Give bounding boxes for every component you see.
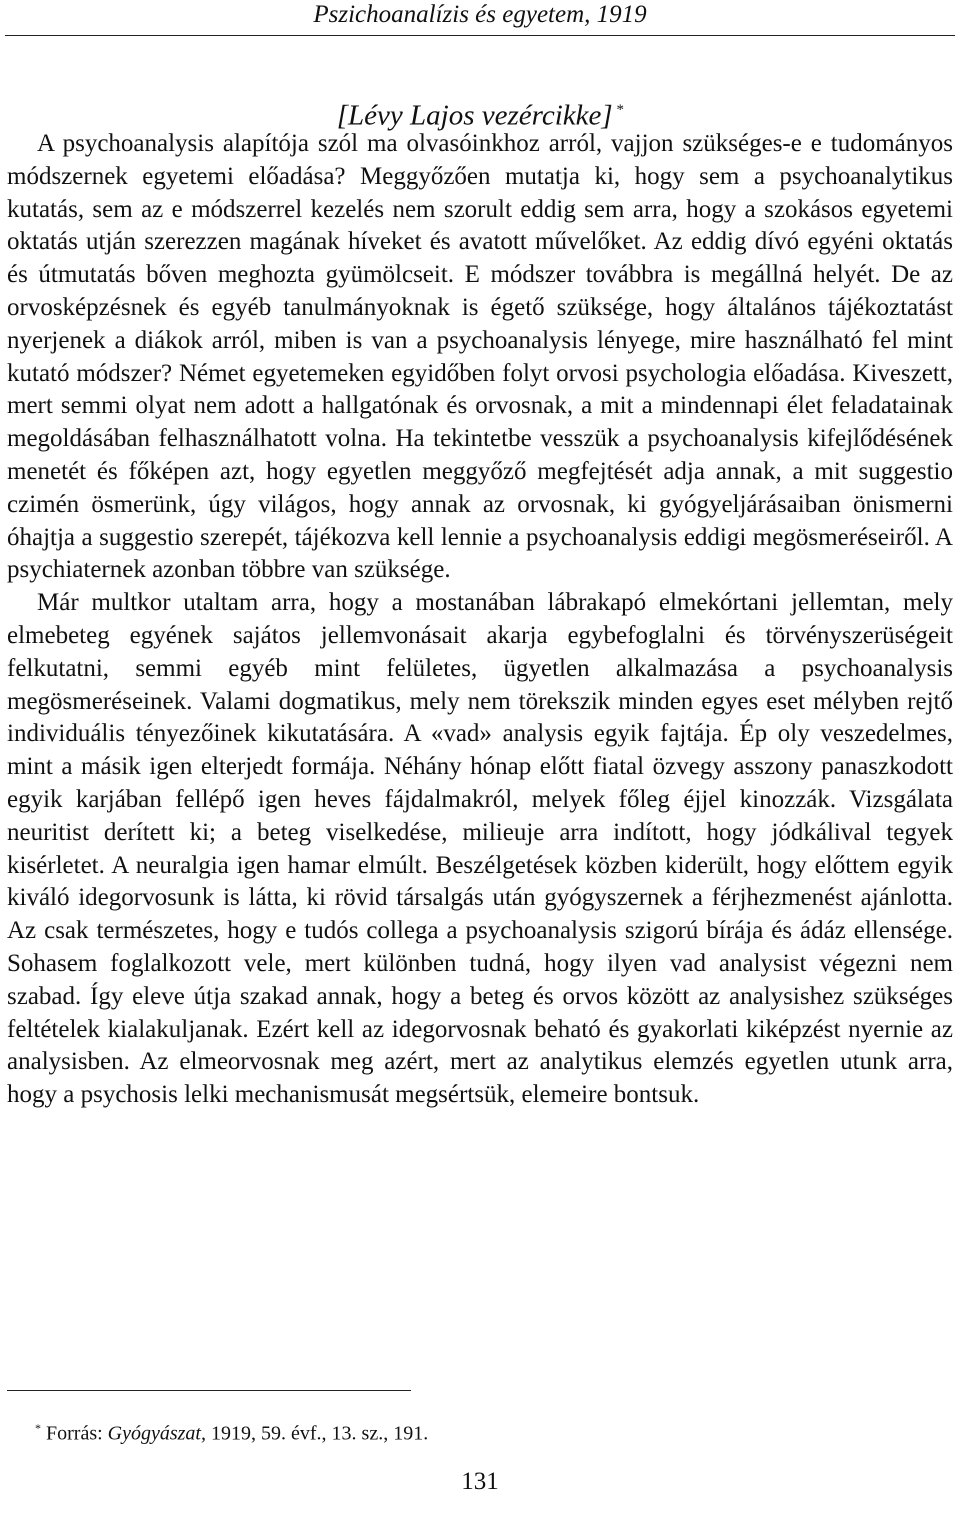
footnote-details: 1919, 59. évf., 13. sz., 191.: [211, 1422, 429, 1445]
paragraph-1: A psychoanalysis alapítója szól ma olvasóinkhoz arról, vajjon szükséges-e e tudományos módszernek egyetemi előadása? Meggyőzően mutatja ki, hogy sem a psychoanalytikus kutatás, sem az e módszerrel kezelés nem szorult eddig sem arra, hogy a szokásos egyetemi oktatás utján szerezzen magának híveket és avatott művelőket. Az eddig dívó egyéni oktatás és útmutatás bőven meghozta gyümölcseit. E módszer továbbra is megállná helyét. De az orvosképzésnek és egyéb tanulmányoknak is égető szüksége, hogy általános tájékoztatást nyerjenek a diákok arról, miben is van a psychoanalysis lényege, mire használható fel mint kutató módszer? Német egyetemeken egyidőben folyt orvosi psychologia előadása. Kiveszett, mert semmi olyat nem adott a hallgatónak és orvosnak, a mit a mindennapi élet feladatainak megoldásában felhasználhatott volna. Ha tekintetbe vesszük a psychoanalysis kifejlődésének menetét és főképen azt, hogy egyetlen meggyőző megfejtését adja annak, a mit suggestio czimén ösmerünk, úgy világos, hogy annak az orvosnak, ki gyógyeljárásaiban önismerni óhajtja a suggestio szerepét, tájékozva kell lennie a psychoanalysis eddigi megösmeréseiről. A psychiaternek azonban többre van szüksége.: [7, 130, 953, 584]
footnote-prefix: Forrás:: [46, 1422, 103, 1445]
title-footnote-marker: *: [615, 102, 624, 118]
footnote-journal: Gyógyászat,: [107, 1422, 206, 1445]
page-number: 131: [461, 1468, 499, 1495]
article-body: [7, 128, 953, 1112]
paragraph-2: Már multkor utaltam arra, hogy a mostanában lábrakapó elmekórtani jellemtan, mely elmebeteg egyének sajátos jellemvonásait akarja egybefoglalni és törvényszerüségeit felkutatni, semmi egyéb mint felületes, ügyetlen alkalmazása a psychoanalysis megösmeréseinek. Valami dogmatikus, mely nem törekszik minden egyes eset mélyben rejtő individuális tényezőinek kikutatására. A «vad» analysis egyik fajtája. Ép oly veszedelmes, mint a másik igen elterjedt formája. Néhány hónap előtt fiatal özvegy asszony panaszkodott egyik karjában fellépő igen heves fájdalmakról, melyek főleg éjjel kinozzák. Vizsgálata neuritist derített ki; a beteg viselkedése, milieuje arra indított, hogy jódkálival tegyek kisérletet. A neuralgia igen hamar elmúlt. Beszélgetések közben kiderült, hogy előttem egyik kiváló idegorvosunk is látta, ki rövid társalgás után gyógyszernek a férjhezmenést ajánlotta. Az csak természetes, hogy e tudós collega a psychoanalysis szigorú bírája és ádáz ellensége. Sohasem foglalkozott vele, mert különben tudná, hogy ilyen vad analysist végezni nem szabad. Így eleve útja szakad annak, hogy a beteg és orvos között az analysishez szükséges feltételek kialakuljanak. Ezért kell az idegorvosnak beható és gyakorlati kiképzést nyernie az analysisben. Az elmeorvosnak meg azért, mert az analytikus elemzés egyetlen utunk arra, hogy a psychosis lelki mechanismusát megsértsük, elemeire bontsuk.: [7, 589, 953, 1109]
running-header: Pszichoanalízis és egyetem, 1919: [313, 1, 647, 28]
footnote: [35, 1415, 428, 1447]
footnote-rule: [7, 1390, 411, 1391]
footnote-marker: *: [35, 1421, 41, 1435]
header-rule: [5, 35, 955, 36]
article-title-text: [Lévy Lajos vezércikke]: [336, 99, 613, 132]
